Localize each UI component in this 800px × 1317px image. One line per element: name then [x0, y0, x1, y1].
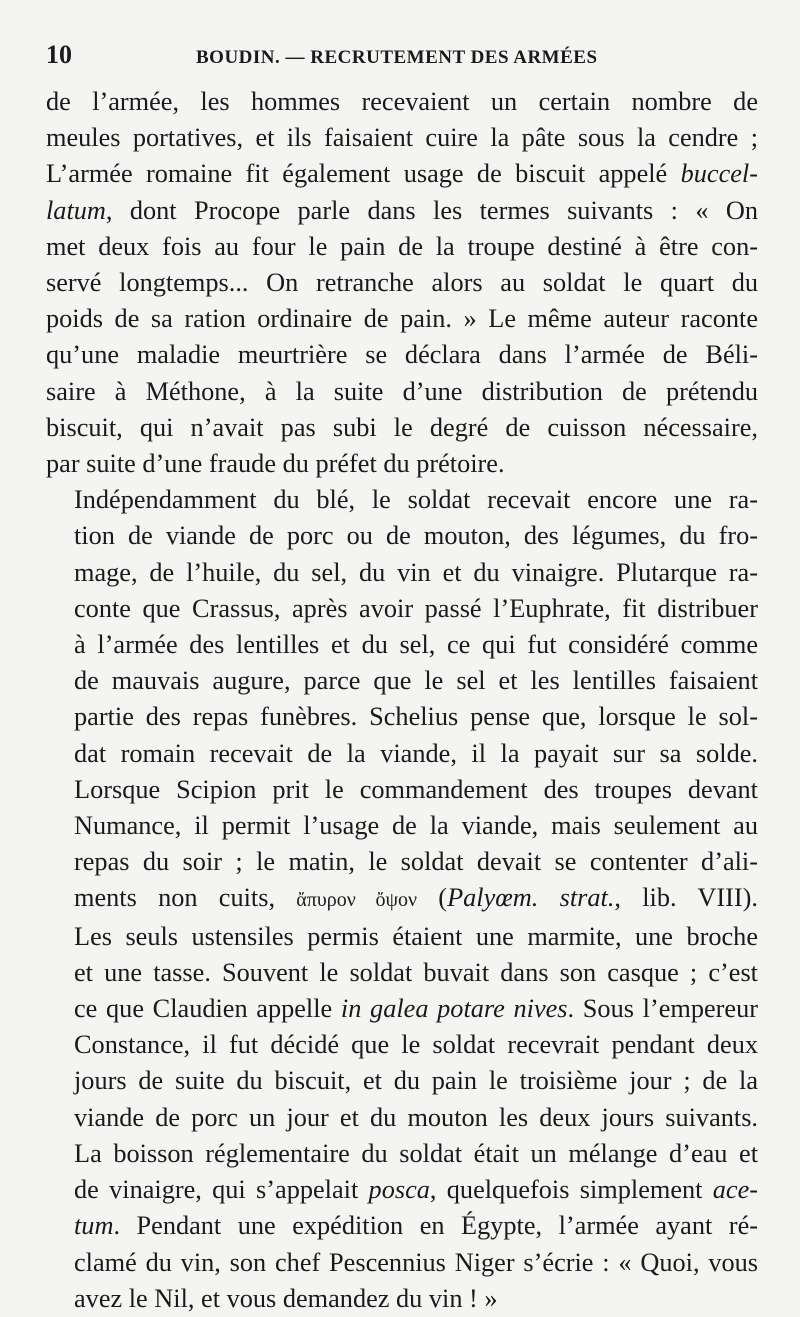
text-line — [46, 736, 758, 772]
text-run: et une tasse. Souvent le soldat buvait dans son casque ; c’est — [74, 957, 758, 987]
running-head: BOUDIN. — RECRUTEMENT DES ARMÉES — [196, 47, 598, 68]
italic-run: Palyœm. strat. — [447, 883, 615, 913]
text-run: L’armée romaine fit également usage de biscuit appelé — [46, 159, 681, 189]
text-line — [46, 482, 758, 518]
text-line — [46, 699, 758, 735]
text-run: ce que Claudien appelle — [74, 994, 341, 1024]
text-line — [46, 229, 758, 265]
text-run: avez le Nil, et vous demandez du vin ! » — [74, 1283, 498, 1313]
text-line — [46, 265, 758, 301]
text-run: biscuit, qui n’avait pas subi le degré de cuisson nécessaire, — [46, 412, 758, 442]
text-line — [46, 1172, 758, 1208]
text-run: Numance, il permit l’usage de la viande, mais seulement au — [74, 811, 758, 841]
text-run: , dont Procope parle dans les termes suivants : « On — [105, 195, 758, 225]
text-line — [46, 518, 758, 554]
text-line — [46, 1245, 758, 1281]
text-line — [46, 955, 758, 991]
paragraph — [46, 482, 758, 1317]
text-run: . Sous l’empereur — [567, 994, 758, 1024]
text-run: Indépendamment du blé, le soldat recevait encore une ra- — [74, 485, 758, 515]
text-run: viande de porc un jour et du mouton les deux jours suivants. — [74, 1102, 758, 1132]
text-run: qu’une maladie meurtrière se déclara dans l’armée de Béli- — [46, 340, 758, 370]
text-line — [46, 1027, 758, 1063]
text-line — [46, 1136, 758, 1172]
text-run: poids de sa ration ordinaire de pain. » Le même auteur raconte — [46, 304, 758, 334]
text-run: ments non cuits, — [74, 883, 297, 913]
body-text — [46, 84, 758, 1317]
text-line — [46, 120, 758, 156]
text-line — [46, 919, 758, 955]
text-line — [46, 591, 758, 627]
text-run: à l’armée des lentilles et du sel, ce qui fut considéré comme — [74, 630, 758, 660]
paragraph — [46, 84, 758, 482]
text-run: dat romain recevait de la viande, il la payait sur sa solde. — [74, 738, 758, 768]
page-number: 10 — [46, 40, 72, 69]
page-header — [46, 40, 758, 80]
text-line — [46, 446, 758, 482]
text-run: , lib. VIII). — [614, 883, 758, 913]
text-line — [46, 1063, 758, 1099]
text-line — [46, 1100, 758, 1136]
italic-run: ace- — [712, 1175, 758, 1205]
text-run: jours de suite du biscuit, et du pain le troisième jour ; de la — [74, 1066, 758, 1096]
text-line — [46, 301, 758, 337]
text-run: . Pendant une expédition en Égypte, l’armée ayant ré- — [113, 1211, 758, 1241]
text-run: par suite d’une fraude du préfet du prétoire. — [46, 449, 505, 479]
text-run: Constance, il fut décidé que le soldat recevrait pendant deux — [74, 1030, 758, 1060]
text-run: de mauvais augure, parce que le sel et les lentilles faisaient — [74, 666, 758, 696]
text-line — [46, 844, 758, 880]
text-line — [46, 1208, 758, 1244]
text-run: conte que Crassus, après avoir passé l’Euphrate, fit distribuer — [74, 593, 758, 623]
text-run: Les seuls ustensiles permis étaient une marmite, une broche — [74, 921, 758, 951]
text-run: servé longtemps... On retranche alors au soldat le quart du — [46, 268, 758, 298]
text-run: met deux fois au four le pain de la troupe destiné à être con- — [46, 231, 758, 261]
text-run: mage, de l’huile, du sel, du vin et du vinaigre. Plutarque ra- — [74, 557, 758, 587]
text-run: clamé du vin, son chef Pescennius Niger s’écrie : « Quoi, vous — [74, 1247, 758, 1277]
text-line — [46, 627, 758, 663]
text-run: La boisson réglementaire du soldat était un mélange d’eau et — [74, 1138, 758, 1168]
italic-run: in galea potare nives — [340, 994, 568, 1024]
text-line — [46, 663, 758, 699]
text-run: Lorsque Scipion prit le commandement des troupes devant — [74, 774, 758, 804]
text-line — [46, 156, 758, 192]
text-line — [46, 555, 758, 591]
text-line — [46, 84, 758, 120]
text-line — [46, 337, 758, 373]
text-run: ( — [417, 883, 448, 913]
text-run: partie des repas funèbres. Schelius pense que, lorsque le sol- — [74, 702, 758, 732]
text-line — [46, 808, 758, 844]
text-line — [46, 991, 758, 1027]
text-run: de vinaigre, qui s’appelait — [74, 1175, 369, 1205]
text-run: saire à Méthone, à la suite d’une distribution de prétendu — [46, 376, 758, 406]
text-line — [46, 374, 758, 410]
greek-run: ἄπυρον ὄψον — [296, 889, 418, 912]
text-run: tion de viande de porc ou de mouton, des légumes, du fro- — [74, 521, 758, 551]
text-line — [46, 880, 758, 918]
italic-run: posca — [368, 1175, 430, 1205]
italic-run: latum — [46, 195, 106, 225]
italic-run: buccel- — [680, 159, 758, 189]
text-run: de l’armée, les hommes recevaient un certain nombre de — [46, 87, 758, 116]
text-line — [46, 1281, 758, 1317]
text-line — [46, 193, 758, 229]
italic-run: tum — [74, 1211, 114, 1241]
text-line — [46, 772, 758, 808]
text-run: repas du soir ; le matin, le soldat devait se contenter d’ali- — [74, 847, 758, 877]
text-run: , quelquefois simplement — [429, 1175, 713, 1205]
text-line — [46, 410, 758, 446]
text-run: meules portatives, et ils faisaient cuire la pâte sous la cendre ; — [46, 123, 758, 153]
